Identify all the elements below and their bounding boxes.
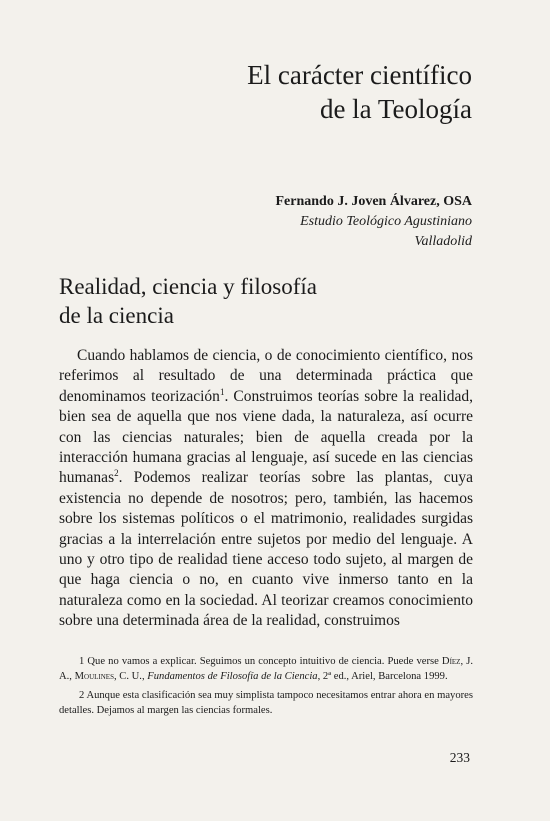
- body-text-part-2: . Construimos teorías sobre la realidad, bien sea de aquella que nos viene dada, la naturaleza, así ocurre con las ciencias naturales; bien de aquella creada por la interacción humana gracias al lenguaje, así sucede en las ciencias humanas: [59, 387, 473, 487]
- footnotes: [59, 655, 473, 723]
- footnote-1-text-c: , C. U.,: [113, 670, 148, 682]
- title-line-2: de la Teología: [319, 94, 472, 124]
- article-title: [72, 58, 472, 126]
- page-number: 233: [449, 750, 470, 765]
- section-heading: [59, 272, 479, 330]
- author-name: Fernando J. Joven Álvarez, OSA: [275, 194, 472, 209]
- footnote-1-author-1: Díez: [441, 656, 461, 667]
- footnote-2-number: 2: [79, 690, 85, 702]
- footnote-1-text-b: , J. A.,: [59, 656, 473, 682]
- footnote-1-text-d: , 2ª ed., Ariel, Barcelona 1999.: [317, 670, 448, 682]
- footnote-ref-2[interactable]: 2: [114, 468, 119, 479]
- body-text-part-3: . Podemos realizar teorías sobre las plantas, cuya existencia no depende de nosotros; pero, también, las hacemos sobre los sistemas políticos o el matrimonio, realidades surgidas gracias a la interrelación entre sujetos por medio del lenguaje. A uno y otro tipo de realidad tiene acceso todo sujeto, al margen de que haga ciencia o no, en cuanto vive inmerso tanto en la naturaleza como en la sociedad. Al teorizar creamos conocimiento sobre una determinada área de la realidad, construimos: [59, 469, 473, 630]
- title-line-1: El carácter científico: [247, 60, 472, 90]
- section-heading-line-1: Realidad, ciencia y filosofía: [59, 274, 318, 299]
- footnote-1-author-2: Moulines: [74, 670, 114, 682]
- footnote-1-book-title: Fundamentos de Filosofía de la Ciencia: [147, 670, 318, 682]
- footnote-ref-1[interactable]: 1: [219, 386, 225, 397]
- body-text-part-1: Cuando hablamos de ciencia, o de conocimiento científico, nos referimos al resultado de una determinada práctica que denominamos teorización: [59, 347, 473, 405]
- footnote-1-text: Que no vamos a explicar. Seguimos un concepto intuitivo de ciencia. Puede verse: [84, 656, 442, 667]
- author-block: [52, 192, 472, 252]
- footnote-1-number: 1: [79, 656, 85, 667]
- footnote-1: [59, 655, 473, 684]
- body-paragraph: [59, 346, 473, 632]
- section-heading-line-2: de la ciencia: [59, 303, 174, 328]
- affiliation-city: Valladolid: [414, 234, 472, 249]
- affiliation-institution: Estudio Teológico Agustiniano: [300, 214, 472, 229]
- footnote-2-text: Aunque esta clasificación sea muy simplista tampoco necesitamos entrar ahora en mayores detalles. Dejamos al margen las ciencias formales.: [59, 690, 473, 716]
- footnote-2: [59, 689, 473, 718]
